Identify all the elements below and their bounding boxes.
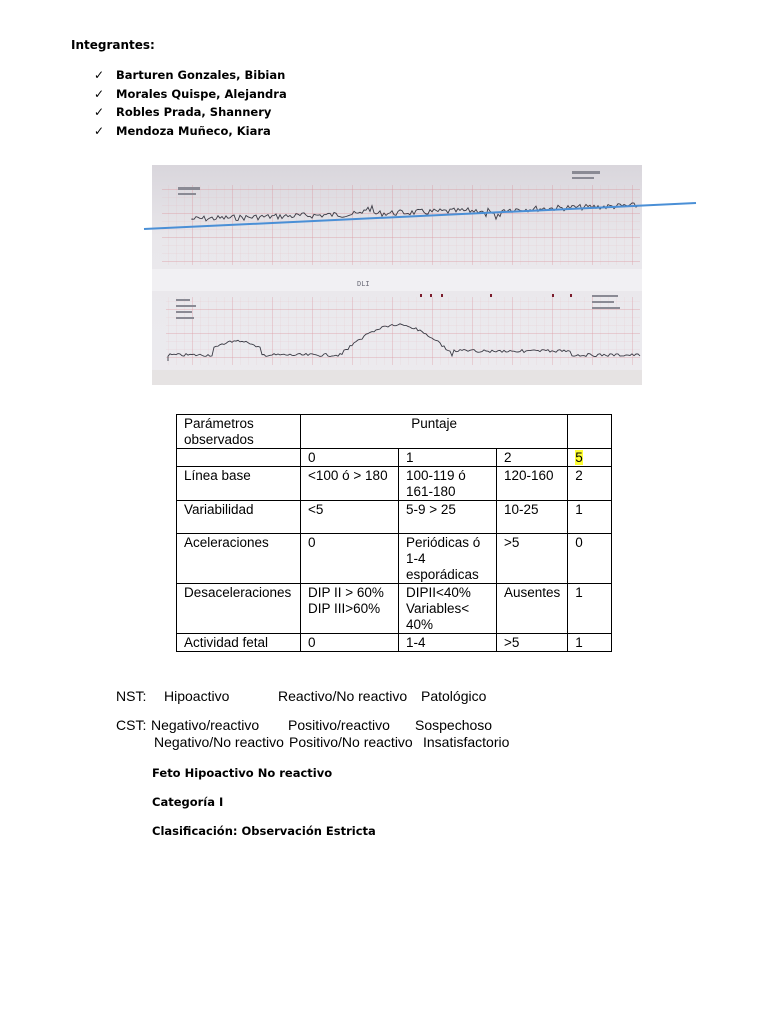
score2-cell: >5 [497,534,568,584]
score0-cell: <5 [301,501,399,534]
cst-option: Sospechoso [415,717,493,733]
cst-label: CST: [116,717,147,733]
cst-option: Negativo/reactivo [151,717,260,733]
member-item [94,85,287,104]
score0-cell: <100 ó > 180 [301,467,399,501]
score1-cell: DIPII<40% Variables< 40% [399,584,497,634]
score0-cell: DIP II > 60% DIP III>60% [301,584,399,634]
score2-cell: 10-25 [497,501,568,534]
score1-cell: 1-4 [399,634,497,652]
score0-cell: 0 [301,634,399,652]
param-cell: Desaceleraciones [177,584,301,634]
score-level: 2 [497,449,568,467]
param-header: Parámetros observados [177,415,301,449]
score1-cell: 5-9 > 25 [399,501,497,534]
result-cell: 1 [568,634,612,652]
nst-line [116,688,486,704]
param-cell: Aceleraciones [177,534,301,584]
nst-label: NST: [116,688,147,704]
member-name: Barturen Gonzales, Bibian [116,68,286,83]
param-cell: Variabilidad [177,501,301,534]
nst-option: Hipoactivo [164,688,230,704]
nst-option: Reactivo/No reactivo [278,688,408,704]
check-icon: ✓ [94,86,105,101]
param-cell: Línea base [177,467,301,501]
member-item [94,122,287,141]
cst-option: Positivo/No reactivo [289,734,413,750]
nst-option: Patológico [421,688,487,704]
members-heading: Integrantes: [71,38,155,52]
total-score-highlight: 5 [575,450,583,465]
result-cell: 1 [568,584,612,634]
result-cell: 1 [568,501,612,534]
score1-cell: Periódicas ó 1-4 esporádicas [399,534,497,584]
strip-label: DLI [357,280,370,288]
score2-cell: Ausentes [497,584,568,634]
total-score [568,449,612,467]
member-name: Mendoza Muñeco, Kiara [116,123,271,138]
conclusion-classification: Clasificación: Observación Estricta [152,824,376,838]
members-list [94,66,287,140]
ctg-tracing-photo [152,165,642,385]
param-cell: Actividad fetal [177,634,301,652]
result-cell: 2 [568,467,612,501]
cst-option: Negativo/No reactivo [154,734,284,750]
check-icon: ✓ [94,105,105,120]
conclusion-category: Categoría I [152,795,224,809]
result-header-blank [568,415,612,449]
score-level: 1 [399,449,497,467]
score2-cell: >5 [497,634,568,652]
cst-option: Insatisfactorio [423,734,510,750]
member-name: Robles Prada, Shannery [116,105,272,120]
ctg-tracing-image [152,165,642,385]
score0-cell: 0 [301,534,399,584]
cst-option: Positivo/reactivo [288,717,390,733]
check-icon: ✓ [94,123,105,138]
scoring-table [176,414,612,652]
score-level: 0 [301,449,399,467]
member-name: Morales Quispe, Alejandra [116,86,287,101]
result-cell: 0 [568,534,612,584]
score-header: Puntaje [301,415,568,449]
conclusion-fetal-state: Feto Hipoactivo No reactivo [152,766,333,780]
score1-cell: 100-119 ó 161-180 [399,467,497,501]
check-icon: ✓ [94,68,105,83]
cst-line-2 [154,734,509,750]
member-item [94,66,287,85]
level-blank [177,449,301,467]
score2-cell: 120-160 [497,467,568,501]
cst-line-1 [116,717,492,733]
member-item [94,103,287,122]
